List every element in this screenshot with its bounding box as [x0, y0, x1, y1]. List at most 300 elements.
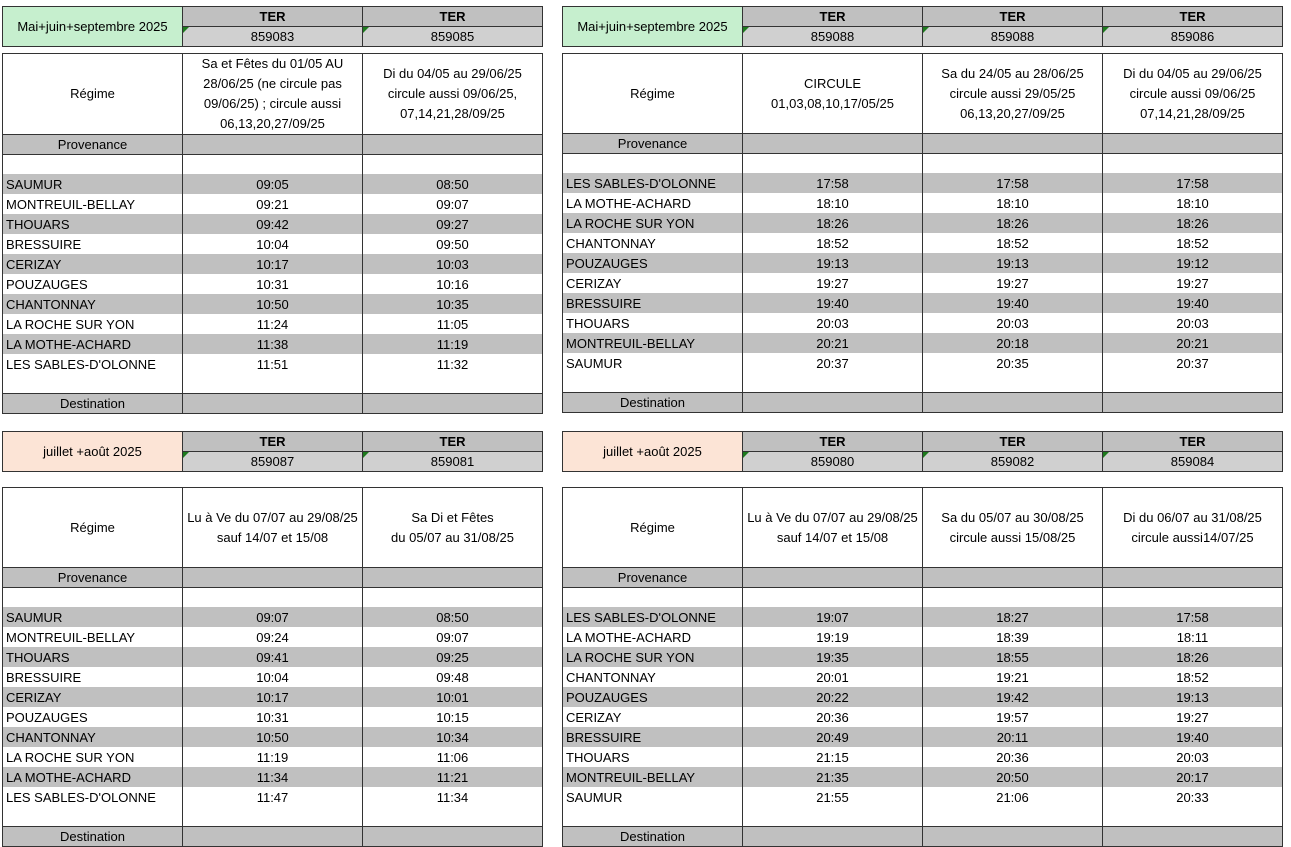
table-row	[3, 667, 543, 687]
departure-time: 17:58	[1103, 607, 1283, 627]
table-row	[563, 193, 1283, 213]
departure-time: 09:27	[363, 214, 543, 234]
station-name: CERIZAY	[566, 709, 622, 725]
empty-cell	[363, 135, 543, 155]
departure-time: 10:03	[363, 254, 543, 274]
station-name: POUZAUGES	[563, 253, 743, 273]
regime-text: Lu à Ve du 07/07 au 29/08/25	[747, 509, 918, 525]
cell-marker-icon	[1103, 452, 1109, 458]
station-name: LA ROCHE SUR YON	[6, 749, 135, 765]
cell-marker-icon	[743, 452, 749, 458]
train-type: TER	[363, 7, 543, 27]
table-row	[563, 727, 1283, 747]
train-number	[923, 27, 1103, 47]
empty-cell	[743, 588, 923, 608]
regime-text: circule aussi 29/05/25	[949, 85, 1076, 101]
table-row	[3, 174, 543, 194]
station-name: MONTREUIL-BELLAY	[563, 333, 743, 353]
timetable-block	[562, 53, 1283, 413]
departure-time: 11:34	[363, 787, 543, 807]
departure-time: 10:17	[183, 687, 363, 707]
departure-time: 21:35	[743, 767, 923, 787]
table-row	[563, 353, 1283, 373]
empty-cell	[923, 134, 1103, 154]
regime-text: du 05/07 au 31/08/25	[391, 529, 514, 545]
regime-cell	[183, 54, 363, 135]
blank-row	[3, 374, 543, 394]
departure-time: 20:22	[743, 687, 923, 707]
blank-row	[563, 588, 1283, 608]
departure-time: 20:21	[743, 333, 923, 353]
departure-time: 20:37	[743, 353, 923, 373]
station-name: LA ROCHE SUR YON	[563, 213, 743, 233]
empty-cell	[183, 135, 363, 155]
empty-cell	[1103, 134, 1283, 154]
train-number-value: 859080	[810, 454, 855, 469]
train-type: TER	[743, 432, 923, 452]
empty-cell	[923, 807, 1103, 827]
empty-cell	[743, 827, 923, 847]
departure-time: 18:39	[923, 627, 1103, 647]
departure-time: 10:01	[363, 687, 543, 707]
regime-text: sauf 14/07 et 15/08	[216, 529, 329, 545]
departure-time: 20:18	[923, 333, 1103, 353]
train-number-value: 859081	[430, 454, 475, 469]
table-row	[3, 294, 543, 314]
train-number	[923, 452, 1103, 472]
departure-time: 19:40	[1103, 727, 1283, 747]
regime-text: circule aussi14/07/25	[1131, 529, 1254, 545]
cell-marker-icon	[923, 27, 929, 33]
table-row	[563, 313, 1283, 333]
departure-time: 18:27	[923, 607, 1103, 627]
cell-marker-icon	[363, 452, 369, 458]
train-number-value: 859088	[810, 29, 855, 44]
provenance-label: Provenance	[3, 135, 183, 155]
train-number	[1103, 27, 1283, 47]
regime-text: 28/06/25 (ne circule pas	[203, 76, 342, 91]
departure-time: 09:42	[183, 214, 363, 234]
station-name: SAUMUR	[566, 355, 623, 371]
empty-cell	[1103, 154, 1283, 174]
departure-time: 20:03	[923, 313, 1103, 333]
train-number-value: 859088	[990, 29, 1035, 44]
cell-marker-icon	[363, 27, 369, 33]
departure-time: 18:26	[923, 213, 1103, 233]
departure-time: 20:17	[1103, 767, 1283, 787]
regime-cell	[1103, 54, 1283, 134]
station-name: BRESSUIRE	[6, 669, 82, 685]
departure-time: 11:24	[183, 314, 363, 334]
station-name: CHANTONNAY	[566, 235, 656, 251]
regime-cell	[923, 54, 1103, 134]
departure-time: 10:04	[183, 234, 363, 254]
departure-time: 10:16	[363, 274, 543, 294]
station-name: SAUMUR	[3, 607, 183, 627]
departure-time: 20:49	[743, 727, 923, 747]
station-name: CERIZAY	[566, 275, 622, 291]
blank-row	[3, 155, 543, 175]
station-name: POUZAUGES	[6, 276, 88, 292]
station-name: POUZAUGES	[6, 709, 88, 725]
regime-text: circule aussi 09/06/25,	[387, 86, 518, 101]
station-name: THOUARS	[566, 315, 630, 331]
empty-cell	[183, 155, 363, 175]
table-row	[563, 627, 1283, 647]
empty-cell	[183, 827, 363, 847]
departure-time: 18:10	[1103, 193, 1283, 213]
timetable-table	[562, 487, 1283, 847]
departure-time: 10:17	[183, 254, 363, 274]
blank-row	[563, 154, 1283, 174]
departure-time: 11:06	[363, 747, 543, 767]
regime-row	[3, 54, 543, 135]
departure-time: 09:24	[183, 627, 363, 647]
empty-cell	[743, 134, 923, 154]
train-number-value: 859084	[1170, 454, 1215, 469]
departure-time: 20:36	[743, 707, 923, 727]
departure-time: 18:52	[923, 233, 1103, 253]
departure-time: 09:50	[363, 234, 543, 254]
empty-cell	[183, 394, 363, 414]
table-row	[563, 747, 1283, 767]
table-row	[3, 767, 543, 787]
station-name: LES SABLES-D'OLONNE	[6, 356, 156, 372]
departure-time: 09:25	[363, 647, 543, 667]
departure-time: 20:35	[923, 353, 1103, 373]
cell-marker-icon	[183, 27, 189, 33]
departure-time: 10:15	[363, 707, 543, 727]
empty-cell	[363, 568, 543, 588]
table-row	[3, 607, 543, 627]
empty-cell	[743, 393, 923, 413]
departure-time: 21:55	[743, 787, 923, 807]
train-type: TER	[1103, 7, 1283, 27]
blank-row	[3, 588, 543, 608]
empty-cell	[923, 154, 1103, 174]
departure-time: 18:11	[1103, 627, 1283, 647]
table-row	[3, 627, 543, 647]
table-row	[563, 293, 1283, 313]
table-row	[563, 173, 1283, 193]
departure-time: 11:34	[183, 767, 363, 787]
empty-cell	[1103, 568, 1283, 588]
regime-text: 01,03,08,10,17/05/25	[771, 95, 894, 111]
empty-cell	[743, 154, 923, 174]
departure-time: 19:13	[923, 253, 1103, 273]
departure-time: 20:03	[1103, 313, 1283, 333]
timetable-table	[2, 53, 543, 414]
departure-time: 11:51	[183, 354, 363, 374]
departure-time: 10:34	[363, 727, 543, 747]
departure-time: 18:10	[923, 193, 1103, 213]
blank-row	[3, 807, 543, 827]
train-number	[743, 27, 923, 47]
departure-time: 18:55	[923, 647, 1103, 667]
blank-row	[563, 807, 1283, 827]
station-name: POUZAUGES	[563, 687, 743, 707]
regime-cell	[363, 488, 543, 568]
regime-label: Régime	[563, 54, 743, 134]
train-header-block	[562, 6, 1283, 47]
train-type: TER	[363, 432, 543, 452]
provenance-row	[563, 568, 1283, 588]
departure-time: 19:13	[1103, 687, 1283, 707]
empty-cell	[563, 588, 743, 608]
regime-cell	[743, 54, 923, 134]
empty-cell	[1103, 393, 1283, 413]
empty-cell	[563, 154, 743, 174]
departure-time: 09:48	[363, 667, 543, 687]
departure-time: 11:47	[183, 787, 363, 807]
table-row	[563, 233, 1283, 253]
table-row	[3, 787, 543, 807]
destination-row	[563, 827, 1283, 847]
empty-cell	[743, 807, 923, 827]
station-name: BRESSUIRE	[6, 236, 82, 252]
empty-cell	[183, 807, 363, 827]
destination-label: Destination	[3, 827, 183, 847]
departure-time: 09:21	[183, 194, 363, 214]
cell-marker-icon	[183, 452, 189, 458]
station-name: LES SABLES-D'OLONNE	[563, 173, 743, 193]
empty-cell	[3, 155, 183, 175]
empty-cell	[1103, 807, 1283, 827]
departure-time: 09:41	[183, 647, 363, 667]
station-name: THOUARS	[566, 749, 630, 765]
season-label: juillet +août 2025	[3, 432, 183, 472]
departure-time: 09:07	[363, 627, 543, 647]
regime-cell	[363, 54, 543, 135]
empty-cell	[923, 393, 1103, 413]
table-row	[3, 647, 543, 667]
train-number-value: 859087	[250, 454, 295, 469]
departure-time: 20:36	[923, 747, 1103, 767]
regime-text: Sa du 05/07 au 30/08/25	[941, 509, 1084, 525]
empty-cell	[183, 588, 363, 608]
table-row	[3, 194, 543, 214]
destination-row	[563, 393, 1283, 413]
train-type: TER	[1103, 432, 1283, 452]
departure-time: 19:35	[743, 647, 923, 667]
table-row	[3, 214, 543, 234]
departure-time: 10:31	[183, 707, 363, 727]
station-name: THOUARS	[3, 214, 183, 234]
train-number	[183, 27, 363, 47]
regime-cell	[743, 488, 923, 568]
station-name: MONTREUIL-BELLAY	[6, 196, 136, 212]
table-row	[563, 767, 1283, 787]
train-header-table	[562, 6, 1283, 47]
departure-time: 19:27	[743, 273, 923, 293]
train-number	[743, 452, 923, 472]
train-header-block	[562, 431, 1283, 472]
departure-time: 19:07	[743, 607, 923, 627]
empty-cell	[923, 827, 1103, 847]
departure-time: 11:19	[363, 334, 543, 354]
table-row	[563, 667, 1283, 687]
departure-time: 19:40	[923, 293, 1103, 313]
timetable-block	[2, 487, 543, 847]
departure-time: 09:07	[183, 607, 363, 627]
provenance-label: Provenance	[563, 568, 743, 588]
station-name: MONTREUIL-BELLAY	[563, 767, 743, 787]
empty-cell	[743, 373, 923, 393]
departure-time: 20:21	[1103, 333, 1283, 353]
departure-time: 17:58	[743, 173, 923, 193]
table-row	[3, 687, 543, 707]
train-number-value: 859085	[430, 29, 475, 44]
departure-time: 20:03	[1103, 747, 1283, 767]
regime-text: Di du 06/07 au 31/08/25	[1123, 509, 1262, 525]
departure-time: 20:37	[1103, 353, 1283, 373]
empty-cell	[363, 374, 543, 394]
provenance-row	[3, 568, 543, 588]
train-header-block	[2, 431, 543, 472]
season-label: juillet +août 2025	[563, 432, 743, 472]
empty-cell	[1103, 373, 1283, 393]
empty-cell	[3, 588, 183, 608]
empty-cell	[1103, 827, 1283, 847]
departure-time: 11:21	[363, 767, 543, 787]
blank-row	[563, 373, 1283, 393]
season-label: Mai+juin+septembre 2025	[3, 7, 183, 47]
table-row	[563, 253, 1283, 273]
station-name: CHANTONNAY	[566, 669, 656, 685]
station-name: LA MOTHE-ACHARD	[566, 629, 691, 645]
empty-cell	[1103, 588, 1283, 608]
departure-time: 09:05	[183, 174, 363, 194]
provenance-label: Provenance	[3, 568, 183, 588]
table-row	[563, 607, 1283, 627]
regime-text: circule aussi 09/06/25	[1129, 85, 1256, 101]
table-row	[3, 334, 543, 354]
departure-time: 18:10	[743, 193, 923, 213]
departure-time: 18:26	[1103, 647, 1283, 667]
departure-time: 11:19	[183, 747, 363, 767]
provenance-label: Provenance	[563, 134, 743, 154]
empty-cell	[363, 807, 543, 827]
departure-time: 10:50	[183, 727, 363, 747]
departure-time: 10:31	[183, 274, 363, 294]
departure-time: 10:04	[183, 667, 363, 687]
timetable-block	[562, 487, 1283, 847]
departure-time: 18:26	[743, 213, 923, 233]
regime-cell	[923, 488, 1103, 568]
departure-time: 19:27	[1103, 707, 1283, 727]
departure-time: 18:52	[1103, 233, 1283, 253]
station-name: MONTREUIL-BELLAY	[6, 629, 136, 645]
destination-row	[3, 827, 543, 847]
station-name: CERIZAY	[3, 687, 183, 707]
train-number-value: 859082	[990, 454, 1035, 469]
regime-row	[563, 488, 1283, 568]
regime-text: 07,14,21,28/09/25	[400, 106, 505, 121]
station-name: LA ROCHE SUR YON	[563, 647, 743, 667]
empty-cell	[363, 588, 543, 608]
table-row	[563, 687, 1283, 707]
regime-text: Sa et Fêtes du 01/05 AU	[201, 56, 344, 71]
table-row	[3, 707, 543, 727]
regime-label: Régime	[3, 488, 183, 568]
table-row	[563, 707, 1283, 727]
departure-time: 20:11	[923, 727, 1103, 747]
departure-time: 11:38	[183, 334, 363, 354]
station-name: BRESSUIRE	[563, 293, 743, 313]
departure-time: 11:05	[363, 314, 543, 334]
station-name: LA MOTHE-ACHARD	[3, 767, 183, 787]
departure-time: 19:13	[743, 253, 923, 273]
station-name: LES SABLES-D'OLONNE	[6, 789, 156, 805]
train-number-value: 859086	[1170, 29, 1215, 44]
station-name: BRESSUIRE	[563, 727, 743, 747]
empty-cell	[183, 374, 363, 394]
departure-time: 18:52	[743, 233, 923, 253]
regime-text: 06,13,20,27/09/25	[220, 116, 325, 131]
departure-time: 19:40	[1103, 293, 1283, 313]
regime-cell	[1103, 488, 1283, 568]
table-row	[3, 727, 543, 747]
departure-time: 09:07	[363, 194, 543, 214]
timetable-table	[562, 53, 1283, 413]
train-header-table	[2, 431, 543, 472]
regime-text: Sa du 24/05 au 28/06/25	[941, 65, 1084, 81]
table-row	[3, 234, 543, 254]
train-type: TER	[183, 432, 363, 452]
departure-time: 20:03	[743, 313, 923, 333]
empty-cell	[3, 807, 183, 827]
regime-cell	[183, 488, 363, 568]
table-row	[563, 333, 1283, 353]
station-name: CHANTONNAY	[3, 727, 183, 747]
table-row	[3, 314, 543, 334]
train-type: TER	[923, 432, 1103, 452]
departure-time: 10:35	[363, 294, 543, 314]
provenance-row	[3, 135, 543, 155]
empty-cell	[743, 568, 923, 588]
destination-label: Destination	[3, 394, 183, 414]
departure-time: 08:50	[363, 607, 543, 627]
departure-time: 19:57	[923, 707, 1103, 727]
destination-row	[3, 394, 543, 414]
station-name: LES SABLES-D'OLONNE	[563, 607, 743, 627]
station-name: LA MOTHE-ACHARD	[3, 334, 183, 354]
departure-time: 10:50	[183, 294, 363, 314]
regime-text: Lu à Ve du 07/07 au 29/08/25	[187, 509, 358, 525]
destination-label: Destination	[563, 393, 743, 413]
departure-time: 21:15	[743, 747, 923, 767]
table-row	[3, 254, 543, 274]
regime-text: sauf 14/07 et 15/08	[776, 529, 889, 545]
regime-text: Sa Di et Fêtes	[411, 509, 494, 525]
departure-time: 20:01	[743, 667, 923, 687]
train-type: TER	[183, 7, 363, 27]
empty-cell	[923, 568, 1103, 588]
empty-cell	[183, 568, 363, 588]
regime-text: 07,14,21,28/09/25	[1140, 105, 1245, 121]
departure-time: 19:27	[1103, 273, 1283, 293]
departure-time: 19:19	[743, 627, 923, 647]
destination-label: Destination	[563, 827, 743, 847]
timetable-table	[2, 487, 543, 847]
empty-cell	[3, 374, 183, 394]
station-name: SAUMUR	[566, 789, 623, 805]
empty-cell	[563, 373, 743, 393]
season-label: Mai+juin+septembre 2025	[563, 7, 743, 47]
provenance-row	[563, 134, 1283, 154]
departure-time: 20:33	[1103, 787, 1283, 807]
train-header-table	[2, 6, 543, 47]
